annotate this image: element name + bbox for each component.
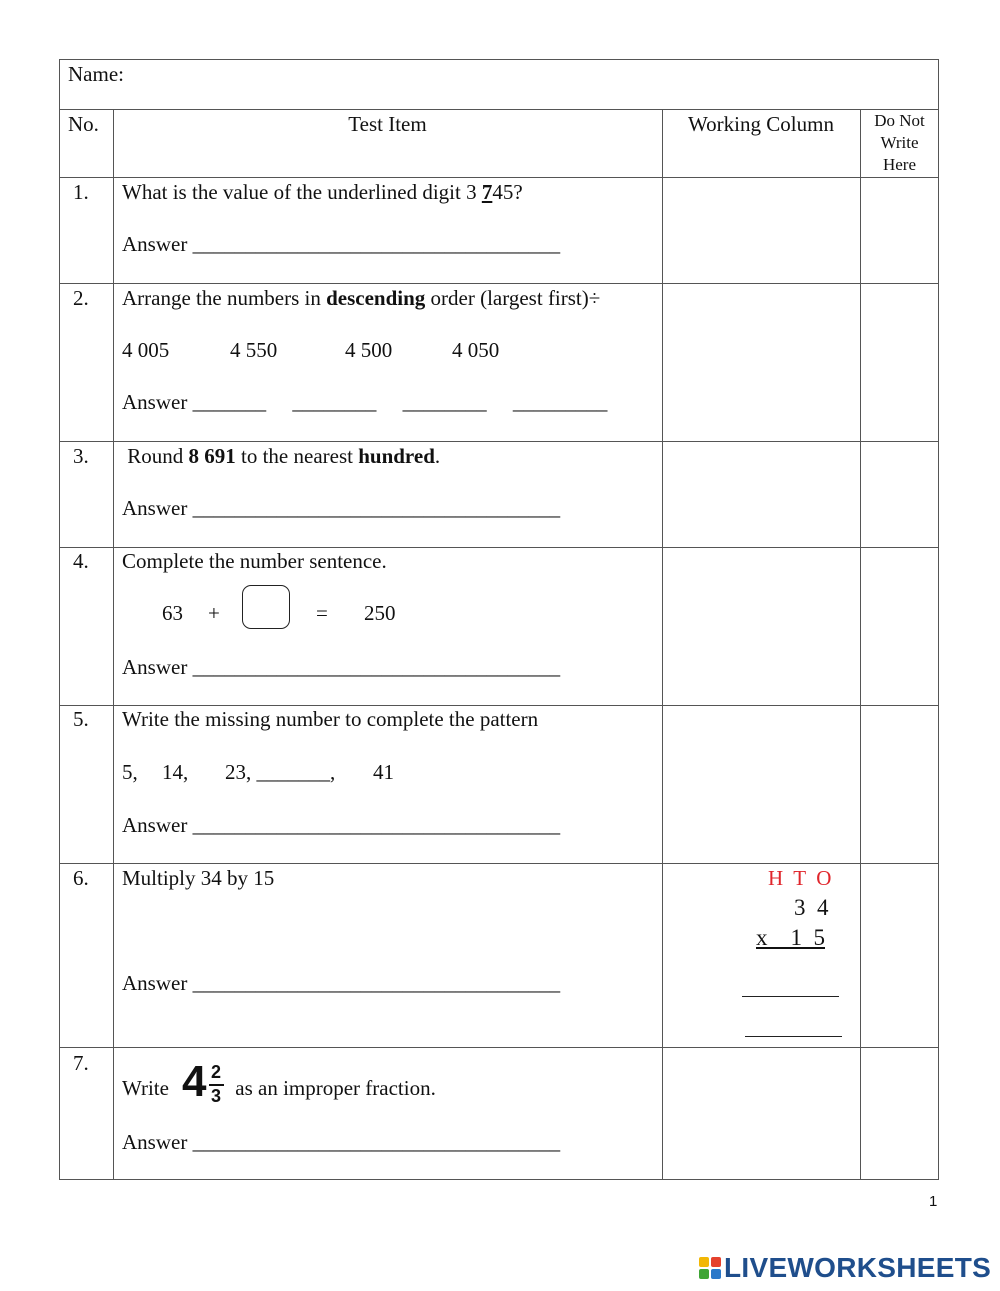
q1-answer-line[interactable]: Answer ___________________________________ [122,232,561,256]
column-divider [860,109,861,1179]
q4-number: 4. [73,549,89,573]
q4-answer-line[interactable]: Answer ___________________________________ [122,655,561,679]
q4-left-operand: 63 [162,601,183,625]
q2-number-1: 4 005 [122,338,170,362]
q7-numerator: 2 [211,1062,222,1082]
row-divider [60,441,938,442]
q3-text: Round 8 691 to the nearest hundred. [122,444,441,468]
q1-number: 1. [73,180,89,204]
q5-answer-line[interactable]: Answer ___________________________________ [122,813,561,837]
q6-place-value-headers: H T O [768,866,832,890]
col-header-dnw-3: Here [882,155,917,174]
q7-answer-line[interactable]: Answer ___________________________________ [122,1130,561,1154]
q6-working-line-1[interactable] [742,996,839,997]
q5-text: Write the missing number to complete the pattern [122,707,539,731]
q6-number: 6. [73,866,89,890]
q7-text-before: Write [122,1076,175,1100]
row-divider [60,109,938,110]
q6-multiplier: x 1 5 [756,925,825,950]
q6-working-line-2[interactable] [745,1036,842,1037]
test-table [59,59,939,1180]
q2-number-4: 4 050 [452,338,500,362]
q5-pattern-4: 41 [373,760,394,784]
col-header-dnw-1: Do Not [874,111,925,130]
q7-denominator: 3 [211,1086,222,1106]
col-header-test-item: Test Item [348,112,427,136]
q7-number: 7. [73,1051,89,1075]
row-divider [60,705,938,706]
row-divider [60,177,938,178]
q1-underlined-digit: 7 [481,180,493,204]
q3-answer-line[interactable]: Answer ___________________________________ [122,496,561,520]
q2-number-2: 4 550 [230,338,278,362]
q4-result: 250 [364,601,396,625]
liveworksheets-brand-text: LIVEWORKSHEETS [724,1252,992,1283]
q5-pattern-1: 5, [122,760,138,784]
q5-pattern-3[interactable]: 23, _______, [225,760,336,784]
q5-number: 5. [73,707,89,731]
q4-equals: = [316,601,328,625]
q2-number-3: 4 500 [345,338,393,362]
column-divider [662,109,663,1179]
row-divider [60,1047,938,1048]
row-divider [60,547,938,548]
page-number: 1 [929,1193,938,1210]
col-header-no: No. [68,112,99,136]
liveworksheets-logo [698,1253,991,1283]
q3-number: 3. [73,444,89,468]
liveworksheets-logo-icon [698,1256,722,1280]
q1-text: What is the value of the underlined digit 3 745? [122,180,523,204]
q4-plus: + [208,601,220,625]
name-field[interactable] [140,62,930,102]
q2-text: Arrange the numbers in descending order (largest first)÷ [122,286,601,310]
q6-multiplicand: 3 4 [794,895,829,920]
q6-answer-line[interactable]: Answer ___________________________________ [122,971,561,995]
q4-blank-box[interactable] [242,585,290,629]
row-divider [60,283,938,284]
q7-text-after: as an improper fraction. [230,1076,436,1100]
q6-text: Multiply 34 by 15 [122,866,275,890]
q2-number: 2. [73,286,89,310]
name-label: Name: [68,62,124,86]
q7-fraction-bar [209,1084,224,1086]
column-divider [113,109,114,1179]
row-divider [60,863,938,864]
col-header-dnw-2: Write [880,133,919,152]
q7-mixed-whole: 4 [182,1057,207,1106]
q2-answer-line[interactable]: Answer _______ ________ ________ _________ [122,390,608,414]
col-header-working: Working Column [688,112,834,136]
q4-text: Complete the number sentence. [122,549,387,573]
q5-pattern-2: 14, [162,760,189,784]
